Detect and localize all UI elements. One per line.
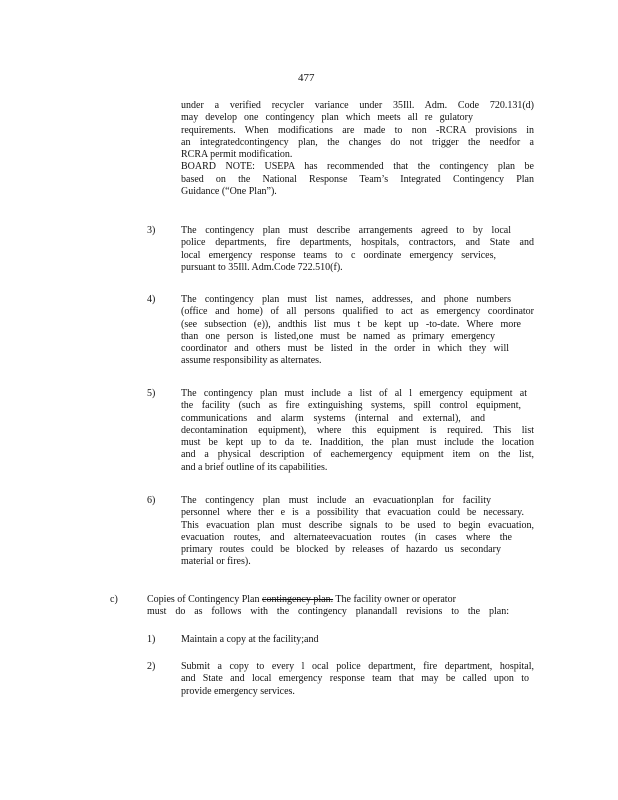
item-4-paragraph bbox=[181, 294, 534, 368]
heading-text: Copies of Contingency Plan bbox=[147, 594, 260, 605]
intro-paragraph bbox=[181, 100, 534, 198]
text-line: The contingency plan must describe arrangements agreed to by local bbox=[181, 225, 511, 236]
struck-text: contingency plan. bbox=[262, 594, 334, 605]
text-line: and a brief outline of its capabilities. bbox=[181, 461, 328, 473]
text-line: than one person is listed,one must be named as primary emergency bbox=[181, 330, 495, 342]
text-line: and State and local emergency response team that may be called upon to bbox=[181, 673, 529, 685]
item-number: 5) bbox=[147, 388, 156, 399]
text-line: the facility (such as fire extinguishing systems, spill control equipment, bbox=[181, 400, 521, 412]
text-line: under a verified recycler variance under 35Ill. Adm. Code 720.131(d) bbox=[181, 100, 534, 111]
text-line: material or fires). bbox=[181, 556, 251, 568]
section-c-heading bbox=[147, 594, 534, 619]
text-line: The contingency plan must include an evacuationplan for facility bbox=[181, 495, 491, 506]
text-line: (see subsection (e)), andthis list mus t be kept up -to-date. Where more bbox=[181, 318, 521, 330]
item-5-paragraph bbox=[181, 388, 534, 474]
item-number: 3) bbox=[147, 225, 156, 236]
text-line: may develop one contingency plan which meets all re gulatory bbox=[181, 112, 473, 124]
text-line: must be kept up to da te. Inaddition, the plan must include the location bbox=[181, 437, 534, 449]
heading-text-after: The facility owner or operator bbox=[333, 594, 456, 605]
item-number: 2) bbox=[147, 661, 156, 672]
text-line: evacuation routes, and alternateevacuation routes (in cases where the bbox=[181, 531, 512, 543]
text-line: based on the National Response Team’s Integrated Contingency Plan bbox=[181, 173, 534, 185]
text-line: (office and home) of all persons qualified to act as emergency coordinator bbox=[181, 306, 534, 318]
text-line: decontamination equipment), where this equipment is required. This list bbox=[181, 424, 534, 436]
text-line: primary routes could be blocked by releases of hazardo us secondary bbox=[181, 544, 501, 556]
text-line bbox=[147, 594, 534, 606]
text-line: provide emergency services. bbox=[181, 685, 295, 697]
section-label: c) bbox=[110, 594, 118, 605]
text-line: communications and alarm systems (internal and external), and bbox=[181, 412, 485, 424]
text-line: requirements. When modifications are made to non -RCRA provisions in bbox=[181, 124, 534, 136]
text-line: Guidance (“One Plan”). bbox=[181, 186, 277, 198]
text-line: RCRA permit modification. bbox=[181, 149, 293, 161]
item-number: 1) bbox=[147, 634, 156, 645]
text-line: and a physical description of eachemergency equipment item on the list, bbox=[181, 449, 534, 461]
text-line: The contingency plan must include a list of al l emergency equipment at bbox=[181, 388, 527, 399]
page-number: 477 bbox=[298, 72, 315, 84]
text-line: police departments, fire departments, hospitals, contractors, and State and bbox=[181, 237, 534, 249]
item-3-paragraph bbox=[181, 225, 534, 274]
text-line: local emergency response teams to c oordinate emergency services, bbox=[181, 249, 496, 261]
text-line: BOARD NOTE: USEPA has recommended that the contingency plan be bbox=[181, 161, 534, 173]
text-line: must do as follows with the contingency planandall revisions to the plan: bbox=[147, 606, 509, 618]
item-number: 4) bbox=[147, 294, 156, 305]
item-number: 6) bbox=[147, 495, 156, 506]
text-line: Submit a copy to every l ocal police department, fire department, hospital, bbox=[181, 661, 534, 672]
text-line: personnel where ther e is a possibility that evacuation could be necessary. bbox=[181, 507, 524, 519]
text-line: an integratedcontingency plan, the changes do not trigger the needfor a bbox=[181, 136, 534, 148]
text-line: pursuant to 35Ill. Adm.Code 722.510(f). bbox=[181, 261, 343, 273]
c-item-2-paragraph bbox=[181, 661, 534, 698]
text-line: This evacuation plan must describe signals to be used to begin evacuation, bbox=[181, 519, 534, 531]
text-line: The contingency plan must list names, addresses, and phone numbers bbox=[181, 294, 511, 305]
c-item-1-paragraph bbox=[181, 634, 534, 646]
text-line: assume responsibility as alternates. bbox=[181, 355, 322, 367]
item-6-paragraph bbox=[181, 495, 534, 569]
text-line: Maintain a copy at the facility;and bbox=[181, 634, 319, 645]
text-line: coordinator and others must be listed in the order in which they will bbox=[181, 343, 509, 355]
